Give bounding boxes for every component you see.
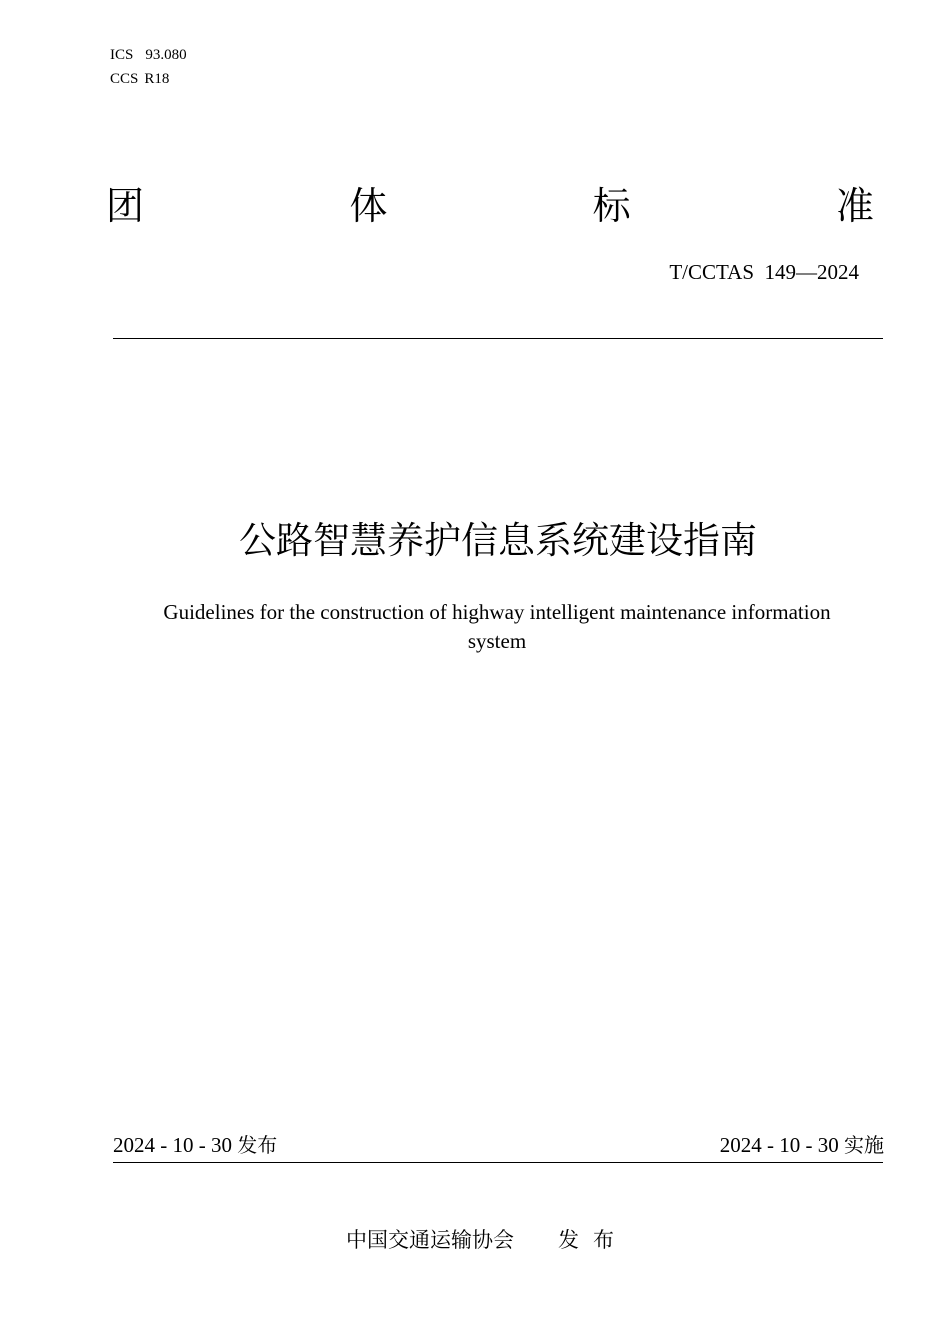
ccs-label: CCS bbox=[110, 71, 139, 87]
standard-type-char: 准 bbox=[835, 184, 874, 228]
publisher bbox=[346, 1225, 628, 1255]
title-english-line: system bbox=[467, 629, 527, 653]
standard-type-char: 团 bbox=[106, 184, 145, 228]
ccs-classification bbox=[110, 68, 169, 90]
title-chinese: 公路智慧养护信息系统建设指南 bbox=[239, 519, 757, 562]
title-english-line: Guidelines for the construction of highway intelligent maintenance information bbox=[163, 600, 831, 624]
implementation-date bbox=[720, 1131, 884, 1159]
issue-date-label: 发布 bbox=[237, 1133, 278, 1157]
bottom-divider bbox=[113, 1162, 883, 1163]
publisher-name: 中国交通运输协会 bbox=[346, 1228, 514, 1252]
ics-classification bbox=[110, 44, 187, 66]
publisher-action: 发布 bbox=[558, 1228, 628, 1252]
implementation-date-value: 2024 - 10 - 30 bbox=[719, 1133, 839, 1157]
issue-date bbox=[113, 1131, 277, 1159]
implementation-date-label: 实施 bbox=[844, 1133, 884, 1157]
issue-date-value: 2024 - 10 - 30 bbox=[113, 1133, 232, 1157]
ics-label: ICS bbox=[110, 47, 134, 63]
standard-number: T/CCTAS 149—2024 bbox=[669, 260, 859, 284]
standard-type-heading bbox=[106, 183, 874, 229]
title-english bbox=[132, 598, 862, 656]
standard-type-char: 标 bbox=[592, 184, 631, 228]
ics-code: 93.080 bbox=[145, 47, 187, 63]
standard-type-char: 体 bbox=[349, 184, 388, 228]
ccs-code: R18 bbox=[144, 71, 170, 87]
top-divider bbox=[113, 338, 883, 339]
